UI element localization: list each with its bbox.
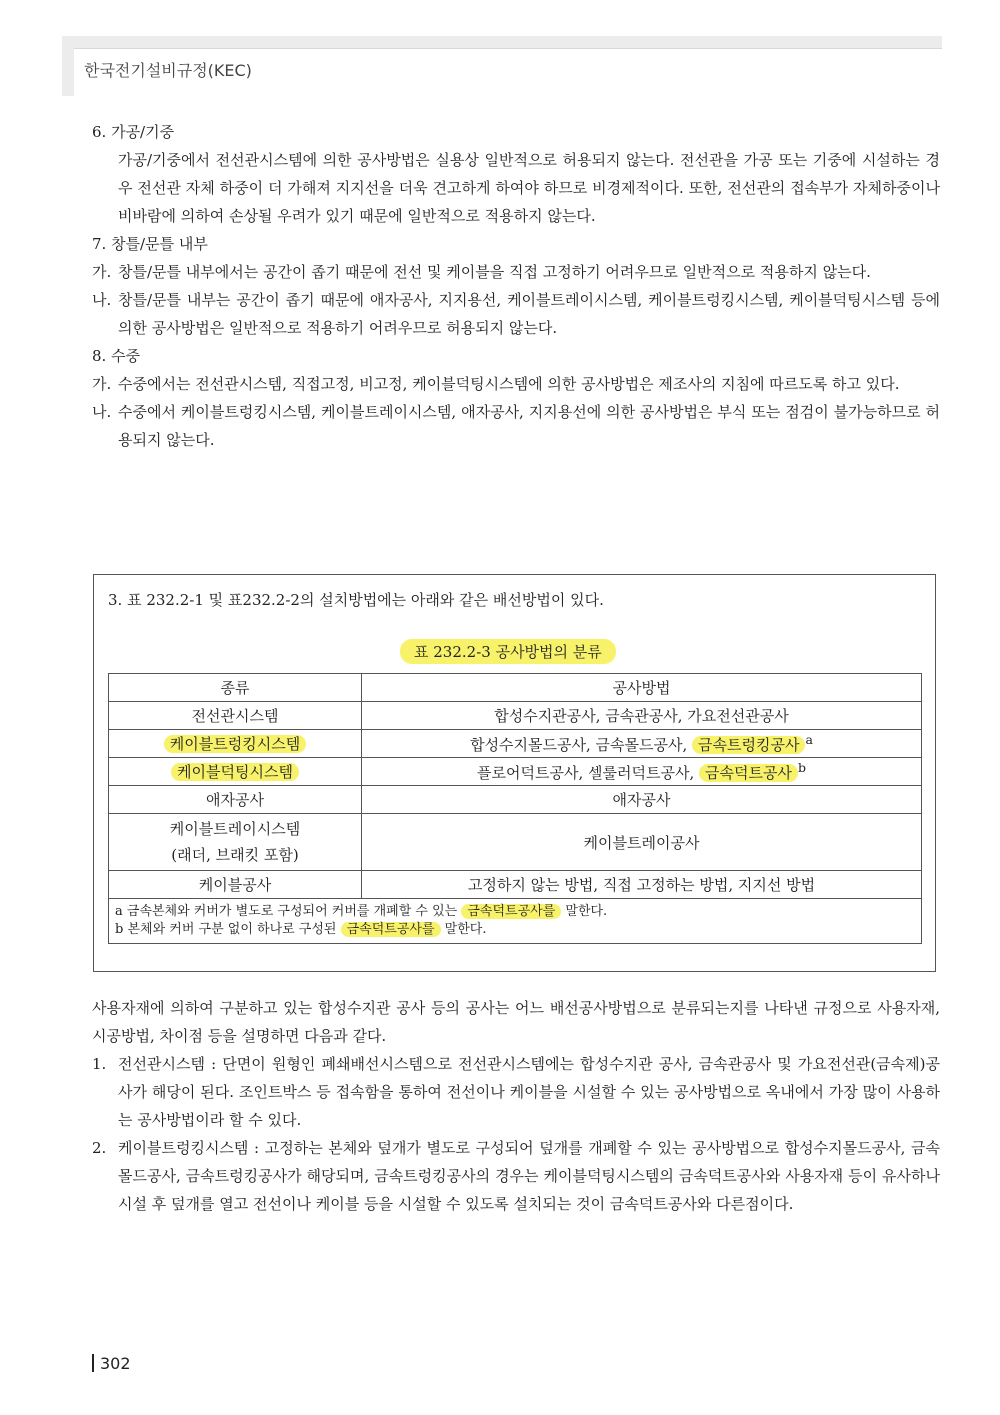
method-cell: 고정하지 않는 방법, 직접 고정하는 방법, 지지선 방법 [362,871,922,899]
running-header: 한국전기설비규정(KEC) [84,61,252,80]
item-marker: 가. [92,375,112,393]
explanation-intro: 사용자재에 의하여 구분하고 있는 합성수지관 공사 등의 공사는 어느 배선공사방법으로 분류되는지를 나타낸 규정으로 사용자재, 시공방법, 차이점 등을 설명하면 다음과 같다. [92,999,940,1045]
section-8-heading: 8. 수중 [92,347,141,365]
highlighted-note: 금속덕트공사를 [341,922,441,937]
table-header-row [109,674,922,702]
header-type: 종류 [109,674,362,702]
section-6-body: 가공/기중에서 전선관시스템에 의한 공사방법은 실용상 일반적으로 허용되지 않는다. 전선관을 가공 또는 기중에 시설하는 경우 전선관 자체 하중이 더 가해져 지지선을 더욱 견고하게 하여야 하므로 비경제적이다. 또한, 전선관의 접속부가 자체하중이나 비바람에 의하여 손상될 우려가 있기 때문에 일반적으로 적용하지 않는다. [118,151,940,225]
method-cell: 애자공사 [362,786,922,814]
note-text: a 금속본체와 커버가 별도로 구성되어 커버를 개폐할 수 있는 [115,904,462,919]
footnote-ref: a [805,732,813,747]
item-marker: 나. [92,403,112,421]
item-text: 창틀/문틀 내부에서는 공간이 좁기 때문에 전선 및 케이블을 직접 고정하기 어려우므로 일반적으로 적용하지 않는다. [118,263,871,281]
header-method: 공사방법 [362,674,922,702]
type-line-1: 케이블트레이시스템 [169,820,301,838]
highlighted-type: 케이블덕팅시스템 [171,763,299,781]
item-marker: 가. [92,263,112,281]
footer-bar [92,1354,94,1372]
method-text: 합성수지몰드공사, 금속몰드공사, [470,736,693,754]
type-line-2: (래더, 브래킷 포함) [171,846,299,864]
type-cell: 애자공사 [109,786,362,814]
explanation-item-1 [92,1050,940,1134]
section-6-heading: 6. 가공/기중 [92,123,175,141]
table-row [109,786,922,814]
table-row [109,871,922,899]
section-8-item-b [92,398,940,454]
highlighted-note: 금속덕트공사를 [461,904,561,919]
footnote-a [115,903,915,921]
table-row [109,814,922,871]
highlighted-method: 금속덕트공사 [699,764,798,782]
section-7-heading: 7. 창틀/문틀 내부 [92,235,208,253]
item-text: 전선관시스템 : 단면이 원형인 폐쇄배선시스템으로 전선관시스템에는 합성수지관 공사, 금속관공사 및 가요전선관(금속제)공사가 해당이 된다. 조인트박스 등 접속함을 통하여 전선이나 케이블을 시설할 수 있는 공사방법으로 옥내에서 가장 많이 사용하는 공사방법이라 할 수 있다. [118,1055,940,1129]
item-marker: 나. [92,291,112,309]
table-row [109,730,922,758]
method-cell [362,730,922,758]
page-number: 302 [100,1354,131,1373]
item-text: 수중에서는 전선관시스템, 직접고정, 비고정, 케이블덕팅시스템에 의한 공사방법은 제조사의 지침에 따르도록 하고 있다. [118,375,900,393]
header-frame-left [62,36,74,96]
method-cell [362,758,922,786]
explanation-item-2 [92,1134,940,1218]
item-marker: 2. [92,1139,107,1157]
type-cell [109,730,362,758]
table-caption: 표 232.2-3 공사방법의 분류 [400,639,616,664]
table-notes [109,899,922,944]
footnote-ref: b [797,760,806,775]
method-cell: 합성수지관공사, 금속관공사, 가요전선관공사 [362,702,922,730]
header-frame-top [62,36,942,49]
section-8-item-a [92,370,940,398]
note-text: b 본체와 커버 구분 없이 하나로 구성된 [115,922,341,937]
note-text: 말한다. [440,922,487,937]
type-cell [109,814,362,871]
lower-body [92,994,940,1218]
upper-body [92,118,940,454]
method-text: 플로어덕트공사, 셀룰러덕트공사, [477,764,699,782]
highlighted-method: 금속트렁킹공사 [692,736,805,754]
item-text: 수중에서 케이블트렁킹시스템, 케이블트레이시스템, 애자공사, 지지용선에 의한 공사방법은 부식 또는 점검이 불가능하므로 허용되지 않는다. [118,403,940,449]
note-text: 말한다. [561,904,608,919]
classification-box [93,574,936,972]
table-notes-row [109,899,922,944]
method-table [108,673,922,944]
type-cell: 전선관시스템 [109,702,362,730]
item-text: 케이블트렁킹시스템 : 고정하는 본체와 덮개가 별도로 구성되어 덮개를 개폐할 수 있는 공사방법으로 합성수지몰드공사, 금속몰드공사, 금속트렁킹공사가 해당되며, 금속트렁킹공사의 경우는 케이블덕팅시스템의 금속덕트공사와 사용자재 등이 유사하나 시설 후 덮개를 열고 전선이나 케이블 등을 시설할 수 있도록 설치되는 것이 금속덕트공사와 다른점이다. [118,1139,940,1213]
page-footer [92,1354,131,1373]
footnote-b [115,921,915,939]
table-row [109,758,922,786]
type-cell [109,758,362,786]
type-cell: 케이블공사 [109,871,362,899]
box-intro: 3. 표 232.2-1 및 표232.2-2의 설치방법에는 아래와 같은 배선방법이 있다. [108,591,604,609]
highlighted-type: 케이블트렁킹시스템 [164,735,306,753]
section-7-item-b [92,286,940,342]
item-marker: 1. [92,1055,107,1073]
table-row [109,702,922,730]
section-7-item-a [92,258,940,286]
item-text: 창틀/문틀 내부는 공간이 좁기 때문에 애자공사, 지지용선, 케이블트레이시스템, 케이블트렁킹시스템, 케이블덕팅시스템 등에 의한 공사방법은 일반적으로 적용하기 어려우므로 허용되지 않는다. [118,291,940,337]
method-cell: 케이블트레이공사 [362,814,922,871]
